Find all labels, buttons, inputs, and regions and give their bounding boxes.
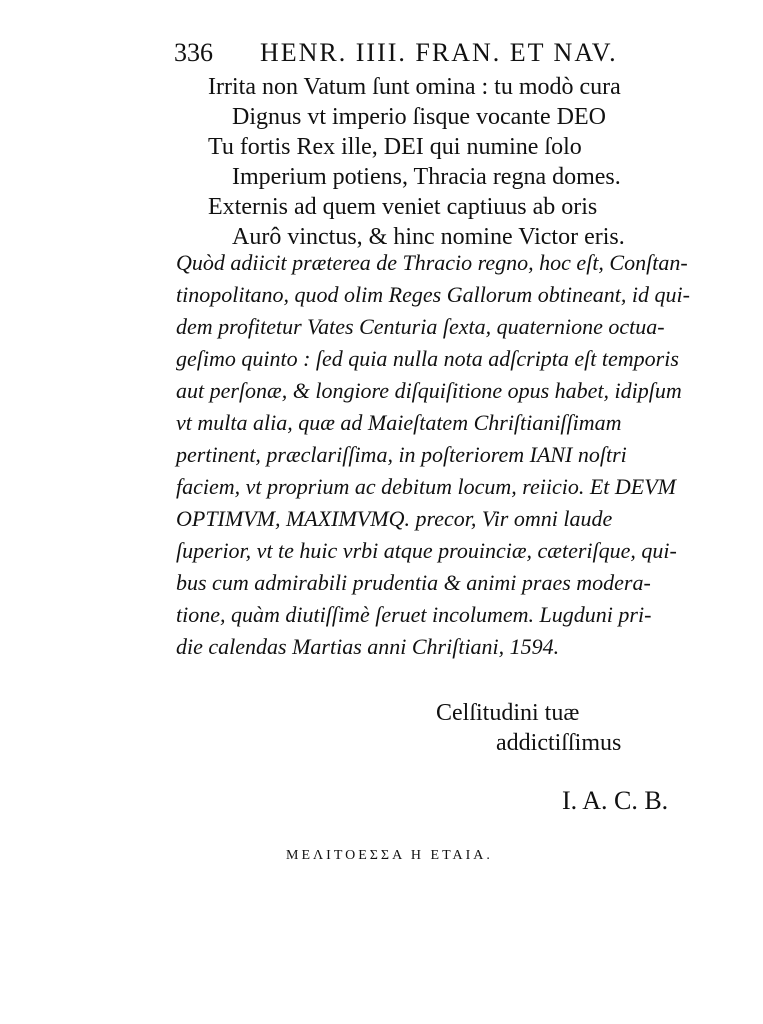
prose-line: Quòd adiicit præterea de Thracio regno, hoc eſt, Conſtan-	[176, 250, 688, 275]
prose-line: aut perſonæ, & longiore diſquiſitione opus habet, idipſum	[176, 378, 682, 403]
author-initials: I. A. C. B.	[562, 786, 669, 815]
verse-line: Imperium potiens, Thracia regna domes.	[232, 164, 621, 190]
verse-line: Aurô vinctus, & hinc nomine Victor eris.	[232, 224, 625, 250]
verse-line: Externis ad quem veniet captiuus ab oris	[208, 194, 598, 220]
prose-line: pertinent, præclariſſima, in poſteriorem IANI noſtri	[176, 442, 627, 467]
prose-line: geſimo quinto : ſed quia nulla nota adſcripta eſt temporis	[176, 346, 679, 371]
running-head: HENR. IIII. FRAN. ET NAV.	[260, 38, 618, 67]
prose-line: vt multa alia, quæ ad Maieſtatem Chriſtianiſſimam	[176, 410, 622, 435]
verse-line: Dignus vt imperio ſisque vocante DEO	[232, 104, 606, 130]
prose-line: tinopolitano, quod olim Reges Gallorum obtineant, id qui-	[176, 282, 690, 307]
verse-line: Tu fortis Rex ille, DEI qui numine ſolo	[208, 134, 582, 160]
closing-salutation: Celſitudini tuæ	[436, 700, 580, 726]
prose-line: ſuperior, vt te huic vrbi atque prouinciæ, cæteriſque, qui-	[176, 538, 677, 563]
prose-line: dem profitetur Vates Centuria ſexta, quaternione octua-	[176, 314, 665, 339]
closing-signoff: addictiſſimus	[496, 730, 622, 756]
prose-line: faciem, vt proprium ac debitum locum, reiicio. Et DEVM	[176, 474, 676, 499]
page-header	[174, 36, 644, 70]
prose-line: OPTIMVM, MAXIMVMQ. precor, Vir omni laude	[176, 506, 613, 531]
verse-line: Irrita non Vatum ſunt omina : tu modò cura	[208, 74, 621, 100]
prose-line: bus cum admirabili prudentia & animi praes modera-	[176, 570, 651, 595]
greek-motto: ΜΕΛΙΤΟΕΣΣΑ Η ΕΤΑΙΑ.	[286, 848, 493, 863]
page-number: 336	[174, 38, 213, 67]
prose-line: die calendas Martias anni Chriſtiani, 1594.	[176, 634, 560, 659]
prose-line: tione, quàm diutiſſimè ſeruet incolumem. Lugduni pri-	[176, 602, 652, 627]
